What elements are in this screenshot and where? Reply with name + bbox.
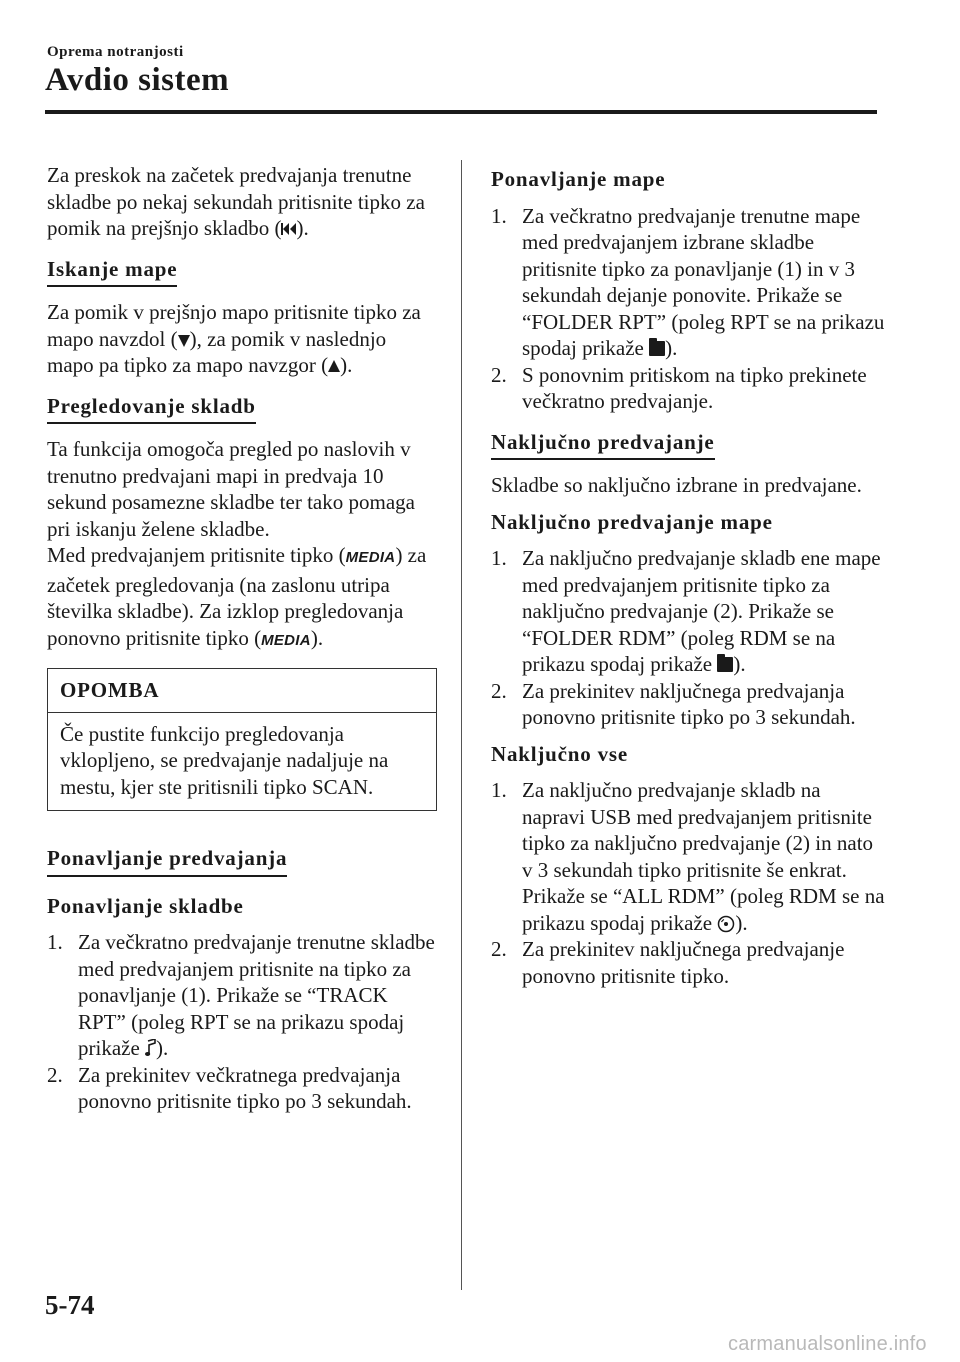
column-divider [461,160,462,1290]
folder-repeat-list [491,203,886,415]
triangle-down-icon [178,326,190,353]
folder-icon [649,341,665,356]
page-number: 5-74 [45,1290,95,1320]
note-box [47,668,437,811]
intro-paragraph: Za preskok na začetek predvajanja trenutne skladbe po nekaj sekundah pritisnite tipko za pomik na prejšnjo skladbo ( ). [47,163,425,240]
media-button-icon: MEDIA [261,631,311,649]
list-item: 2. S ponovnim pritiskom na tipko prekinete večkratno predvajanje. [491,362,867,413]
music-note-icon [145,1035,156,1062]
list-item: 2. Za prekinitev naključnega predvajanje ponovno pritisnite tipko. [491,937,845,988]
title-rule [45,110,877,114]
previous-track-icon [281,215,296,242]
section-label: Oprema notranjosti [47,44,184,60]
page-title: Avdio sistem [45,62,230,98]
heading-random: Naključno predvajanje [491,429,715,461]
list-item: 1. Za naključno predvajanje skladb ene mape med predvajanjem pritisnite tipko za naključno predvajanje (2). Prikaže se “FOLDER RDM” (poleg RDM se na prikazu spodaj prikaže ). [491,546,881,676]
folder-icon [717,657,733,672]
note-text: Če pustite funkcijo pregledovanja vklopljeno, se predvajanje nadaljuje na mestu, kjer ste pritisnili tipko SCAN. [60,721,389,799]
subheading-folder-random: Naključno predvajanje mape [491,509,773,534]
folder-search-paragraph: Za pomik v prejšnjo mapo pritisnite tipko za mapo navzdol ( ), za pomik v naslednjo mapo pa tipko za mapo navzgor ( ). [47,300,421,377]
heading-repeat: Ponavljanje predvajanja [47,845,287,877]
scan-paragraph-2: Med predvajanjem pritisnite tipko (MEDIA) za začetek pregledovanja (na zaslonu utripa številka skladbe). Za izklop pregledovanja ponovno pritisnite tipko (MEDIA). [47,543,427,650]
heading-folder-search: Iskanje mape [47,256,177,288]
subheading-track-repeat: Ponavljanje skladbe [47,893,244,918]
heading-scan: Pregledovanje skladb [47,393,256,425]
subheading-folder-repeat: Ponavljanje mape [491,167,666,191]
random-paragraph: Skladbe so naključno izbrane in predvajane. [491,473,862,497]
folder-random-list [491,545,886,731]
subheading-all-random: Naključno vse [491,741,628,766]
list-item: 1. Za večkratno predvajanje trenutne skladbe med predvajanjem pritisnite na tipko za ponavljanje (1). Prikaže se “TRACK RPT” (poleg RPT se na prikazu spodaj prikaže ). [47,930,435,1060]
note-title: OPOMBA [48,669,436,713]
list-item: 1. Za naključno predvajanje skladb na napravi USB med predvajanjem pritisnite tipko za naključno predvajanje (2) in nato v 3 sekundah tipko pritisnite še enkrat. Prikaže se “ALL RDM” (poleg RDM se na prikazu spodaj prikaže ). [491,778,885,935]
scan-paragraph-1: Ta funkcija omogoča pregled po naslovih v trenutno predvajani mapi in predvaja 10 sekund posamezne skladbe ter tako pomaga pri iskanju želene skladbe. [47,437,415,541]
list-item: 2. Za prekinitev naključnega predvajanja ponovno pritisnite tipko po 3 sekundah. [491,678,856,729]
triangle-up-icon [328,352,340,379]
watermark: carmanualsonline.info [728,1333,927,1355]
list-item: 1. Za večkratno predvajanje trenutne mape med predvajanjem izbrane skladbe pritisnite tipko za ponavljanje (1) in v 3 sekundah dejanje ponovite. Prikaže se “FOLDER RPT” (poleg RPT se na prikazu spodaj prikaže ). [491,203,885,360]
all-random-list [491,777,886,989]
right-column [491,162,886,999]
left-column [47,162,437,1125]
track-repeat-list [47,929,437,1115]
disc-icon [717,910,735,937]
list-item: 2. Za prekinitev večkratnega predvajanja ponovno pritisnite tipko po 3 sekundah. [47,1062,412,1113]
media-button-icon: MEDIA [345,549,396,566]
